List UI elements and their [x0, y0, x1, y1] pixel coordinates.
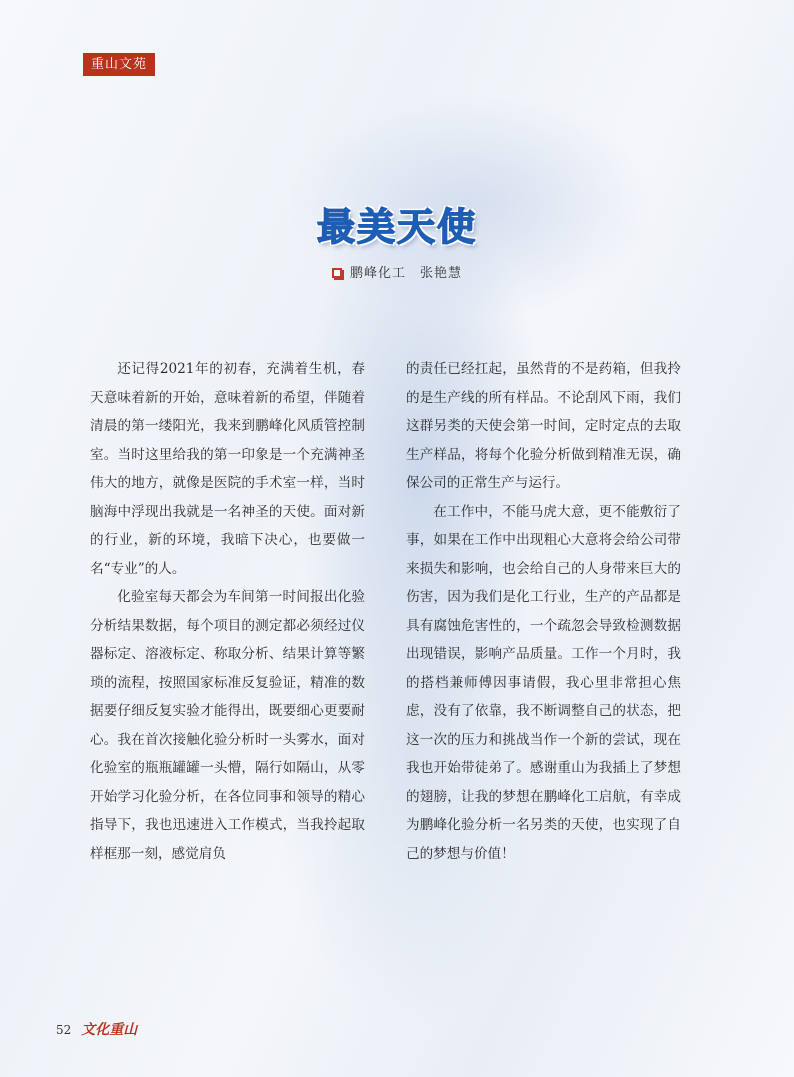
section-tag: 重山文苑 — [83, 53, 155, 76]
square-bullet-icon — [332, 268, 342, 278]
paragraph: 在工作中，不能马虎大意，更不能敷衍了事，如果在工作中出现粗心大意将会给公司带来损失和影响，也会给自己的人身带来巨大的伤害，因为我们是化工行业，生产的产品都是具有腐蚀危害性的，一个疏忽会导致检测数据出现错误，影响产品质量。工作一个月时，我的搭档兼师傅因事请假，我心里非常担心焦虑，没有了依靠，我不断调整自己的状态，把这一次的压力和挑战当作一个新的尝试，现在我也开始带徒弟了。感谢重山为我插上了梦想的翅膀，让我的梦想在鹏峰化工启航，有幸成为鹏峰化验分析一名另类的天使，也实现了自己的梦想与价值！ — [406, 503, 681, 862]
author-name: 张艳慧 — [420, 266, 463, 281]
body-column-left — [90, 355, 365, 868]
page-number: 52 — [56, 1023, 72, 1037]
page-footer — [56, 1019, 137, 1039]
article-title: 最美天使 — [316, 205, 477, 249]
author-org: 鹏峰化工 — [349, 266, 406, 281]
magazine-logo: 文化重山 — [81, 1022, 138, 1038]
paragraph: 化验室每天都会为车间第一时间报出化验分析结果数据，每个项目的测定都必须经过仪器标定、溶液标定、称取分析、结果计算等繁琐的流程，按照国家标准反复验证，精准的数据要仔细反复实验才能得出，既要细心更要耐心。我在首次接触化验分析时一头雾水，面对化验室的瓶瓶罐罐一头懵，隔行如隔山，从零开始学习化验分析，在各位同事和领导的精心指导下，我也迅速进入工作模式，当我拎起取样框那一刻，感觉肩负 — [90, 589, 365, 862]
byline — [0, 262, 794, 281]
paragraph: 还记得2021年的初春，充满着生机，春天意味着新的开始，意味着新的希望，伴随着清晨的第一缕阳光，我来到鹏峰化风质管控制室。当时这里给我的第一印象是一个充满神圣伟大的地方，就像是医院的手术室一样，当时脑海中浮现出我就是一名神圣的天使。面对新的行业，新的环境，我暗下决心，也要做一名“专业”的人。 — [90, 361, 365, 577]
body-column-right — [406, 355, 681, 868]
paragraph: 的责任已经扛起，虽然背的不是药箱，但我拎的是生产线的所有样品。不论刮风下雨，我们这群另类的天使会第一时间，定时定点的去取生产样品，将每个化验分析做到精准无误，确保公司的正常生产与运行。 — [406, 361, 681, 491]
